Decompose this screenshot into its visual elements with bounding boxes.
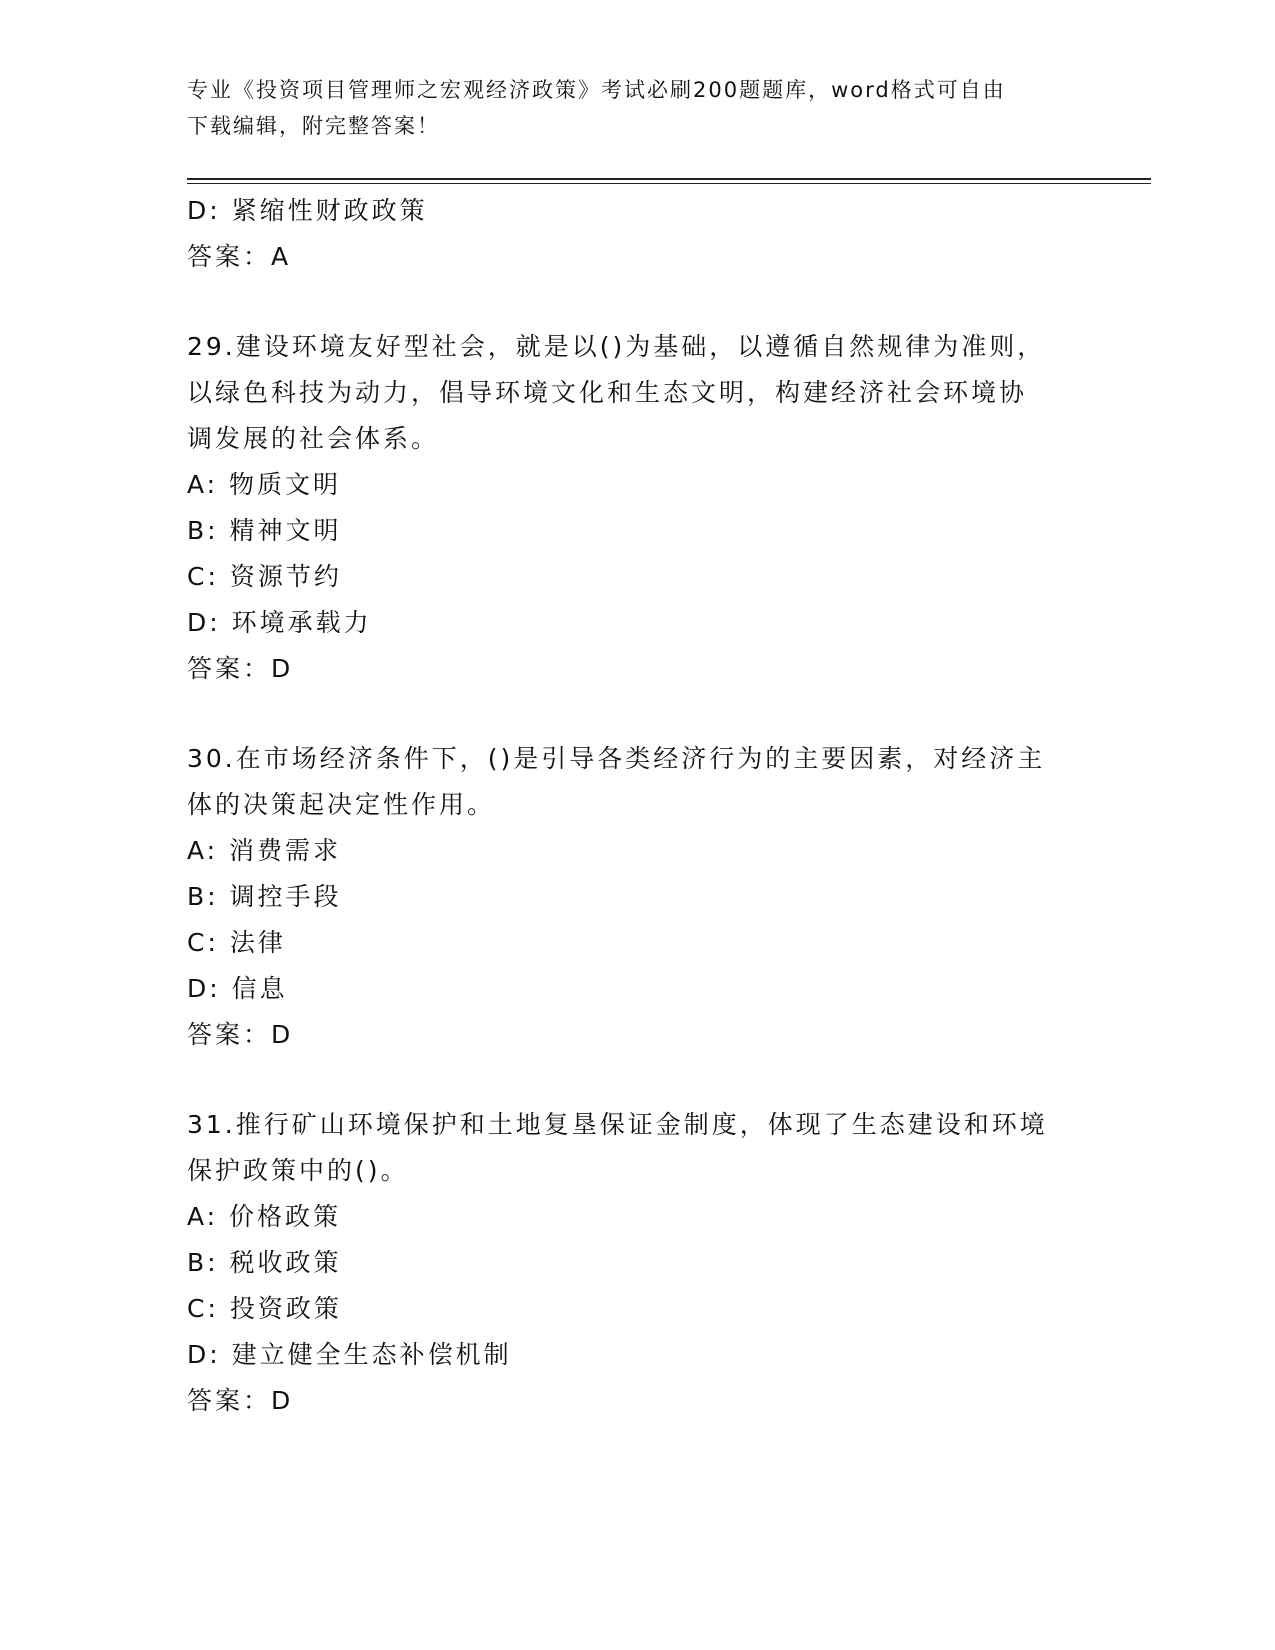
option-a: A: 价格政策	[187, 1202, 342, 1231]
option-a: A: 物质文明	[187, 470, 342, 499]
question-31	[187, 1102, 1087, 1424]
option-b: B: 调控手段	[187, 882, 342, 911]
spacer	[187, 692, 1087, 736]
option-d: D: 环境承载力	[187, 608, 372, 637]
answer-line: 答案：A	[187, 242, 292, 271]
spacer	[187, 280, 1087, 324]
question-text	[187, 1102, 1087, 1194]
option-c: C: 法律	[187, 928, 286, 957]
question-line: 31.推行矿山环境保护和土地复垦保证金制度，体现了生态建设和环境	[187, 1110, 1048, 1139]
question-29	[187, 324, 1087, 692]
document-header	[187, 72, 1067, 144]
question-line: 保护政策中的()。	[187, 1156, 409, 1185]
option-d: D: 建立健全生态补偿机制	[187, 1340, 512, 1369]
option-c: C: 投资政策	[187, 1294, 342, 1323]
answer-line: 答案：D	[187, 1020, 294, 1049]
spacer	[187, 1058, 1087, 1102]
question-text	[187, 324, 1087, 462]
question-text	[187, 736, 1087, 828]
question-line: 29.建设环境友好型社会，就是以()为基础，以遵循自然规律为准则，	[187, 332, 1046, 361]
answer-line: 答案：D	[187, 1386, 294, 1415]
question-line: 调发展的社会体系。	[187, 424, 440, 453]
header-divider-thick	[187, 178, 1151, 180]
option-a: A: 消费需求	[187, 836, 342, 865]
option-b: B: 税收政策	[187, 1248, 342, 1277]
option-b: B: 精神文明	[187, 516, 342, 545]
previous-question-tail	[187, 188, 1087, 280]
header-line-1: 专业《投资项目管理师之宏观经济政策》考试必刷200题题库，word格式可自由	[187, 78, 1006, 102]
option-d: D: 信息	[187, 974, 288, 1003]
question-line: 以绿色科技为动力，倡导环境文化和生态文明，构建经济社会环境协	[187, 378, 1028, 407]
question-line: 体的决策起决定性作用。	[187, 790, 496, 819]
option-d: D: 紧缩性财政政策	[187, 196, 428, 225]
option-c: C: 资源节约	[187, 562, 342, 591]
header-line-2: 下载编辑，附完整答案！	[187, 114, 440, 138]
question-line: 30.在市场经济条件下，()是引导各类经济行为的主要因素，对经济主	[187, 744, 1046, 773]
question-list	[187, 188, 1087, 1424]
question-30	[187, 736, 1087, 1058]
answer-line: 答案：D	[187, 654, 294, 683]
header-divider-thin	[187, 183, 1151, 184]
